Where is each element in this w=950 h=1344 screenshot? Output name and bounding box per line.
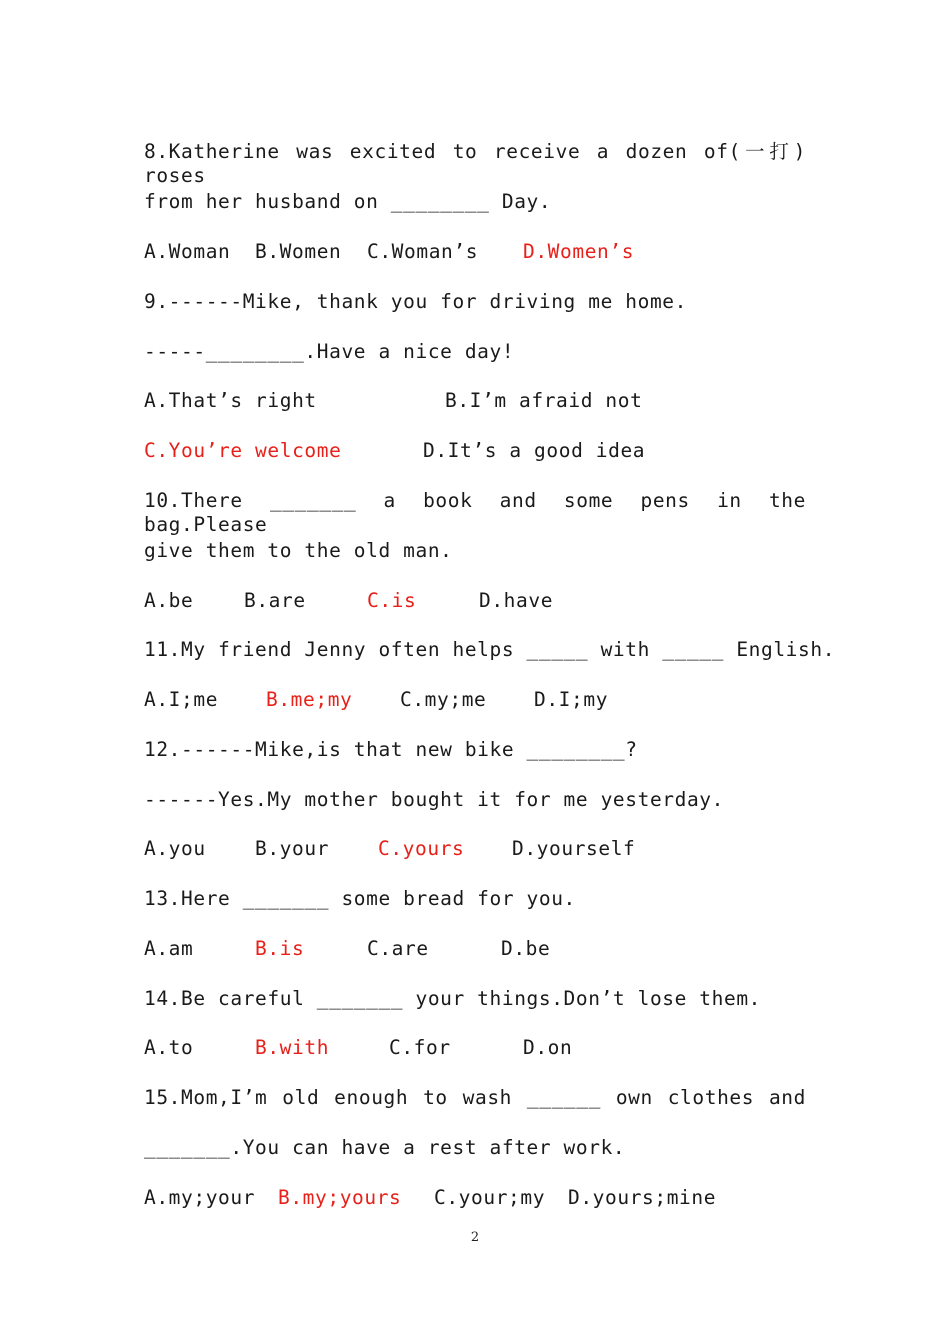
q12-option-d: D.yourself xyxy=(512,837,636,860)
q14-option-c: C.for xyxy=(389,1036,451,1059)
q9-option-a: A.That’s right xyxy=(144,389,317,412)
q9-option-d: D.It’s a good idea xyxy=(423,439,646,462)
q11-option-c: C.my;me xyxy=(400,688,487,711)
q8-option-b: B.Women xyxy=(255,240,342,263)
q11-option-b-correct: B.me;my xyxy=(266,688,353,711)
question-15-stem-line2: _______.You can have a rest after work. xyxy=(144,1136,626,1159)
q11-option-a: A.I;me xyxy=(144,688,219,711)
question-11-stem: 11.My friend Jenny often helps _____ with _____ English. xyxy=(144,638,836,661)
question-13-options xyxy=(144,937,806,961)
q12-option-b: B.your xyxy=(255,837,330,860)
q13-option-c: C.are xyxy=(367,937,429,960)
question-14-stem: 14.Be careful _______ your things.Don’t lose them. xyxy=(144,987,761,1010)
question-8-options xyxy=(144,240,806,264)
question-8-stem-line2: from her husband on ________ Day. xyxy=(144,190,552,213)
question-9-options-row1 xyxy=(144,389,806,413)
question-12-stem-line2: ------Yes.My mother bought it for me yesterday. xyxy=(144,788,724,811)
q10-option-a: A.be xyxy=(144,589,194,612)
q9-option-b: B.I’m afraid not xyxy=(445,389,643,412)
q13-option-d: D.be xyxy=(501,937,551,960)
q15-option-b-correct: B.my;yours xyxy=(278,1186,402,1209)
question-10-options xyxy=(144,589,806,613)
question-13-stem: 13.Here _______ some bread for you. xyxy=(144,887,576,910)
q14-option-a: A.to xyxy=(144,1036,194,1059)
q15-option-d: D.yours;mine xyxy=(568,1186,717,1209)
question-14-options xyxy=(144,1036,806,1060)
question-9-stem-line1: 9.------Mike, thank you for driving me home. xyxy=(144,290,687,313)
q12-option-a: A.you xyxy=(144,837,206,860)
question-12-options xyxy=(144,837,806,861)
question-15-stem-line1: 15.Mom,I’m old enough to wash ______ own clothes and xyxy=(144,1086,806,1109)
q10-option-d: D.have xyxy=(479,589,554,612)
question-12-stem-line1: 12.------Mike,is that new bike ________? xyxy=(144,738,638,761)
q8-option-a: A.Woman xyxy=(144,240,231,263)
question-9-options-row2 xyxy=(144,439,806,463)
q8-option-c: C.Woman’s xyxy=(367,240,479,263)
question-15-options xyxy=(144,1186,806,1210)
q14-option-b-correct: B.with xyxy=(255,1036,330,1059)
q15-option-c: C.your;my xyxy=(434,1186,546,1209)
q9-option-c-correct: C.You’re welcome xyxy=(144,439,342,462)
q8-option-d-correct: D.Women’s xyxy=(523,240,635,263)
q14-option-d: D.on xyxy=(523,1036,573,1059)
question-9-stem-line2: -----________.Have a nice day! xyxy=(144,340,515,363)
q13-option-b-correct: B.is xyxy=(255,937,305,960)
q11-option-d: D.I;my xyxy=(534,688,609,711)
q13-option-a: A.am xyxy=(144,937,194,960)
q12-option-c-correct: C.yours xyxy=(378,837,465,860)
q15-option-a: A.my;your xyxy=(144,1186,256,1209)
question-10-stem-line1: 10.There _______ a book and some pens in the bag.Please xyxy=(144,489,806,536)
q10-option-b: B.are xyxy=(244,589,306,612)
question-10-stem-line2: give them to the old man. xyxy=(144,539,453,562)
q10-option-c-correct: C.is xyxy=(367,589,417,612)
page-number: 2 xyxy=(470,1230,480,1245)
question-8-stem-line1: 8.Katherine was excited to receive a dozen of(一打) roses xyxy=(144,140,806,187)
question-11-options xyxy=(144,688,806,712)
